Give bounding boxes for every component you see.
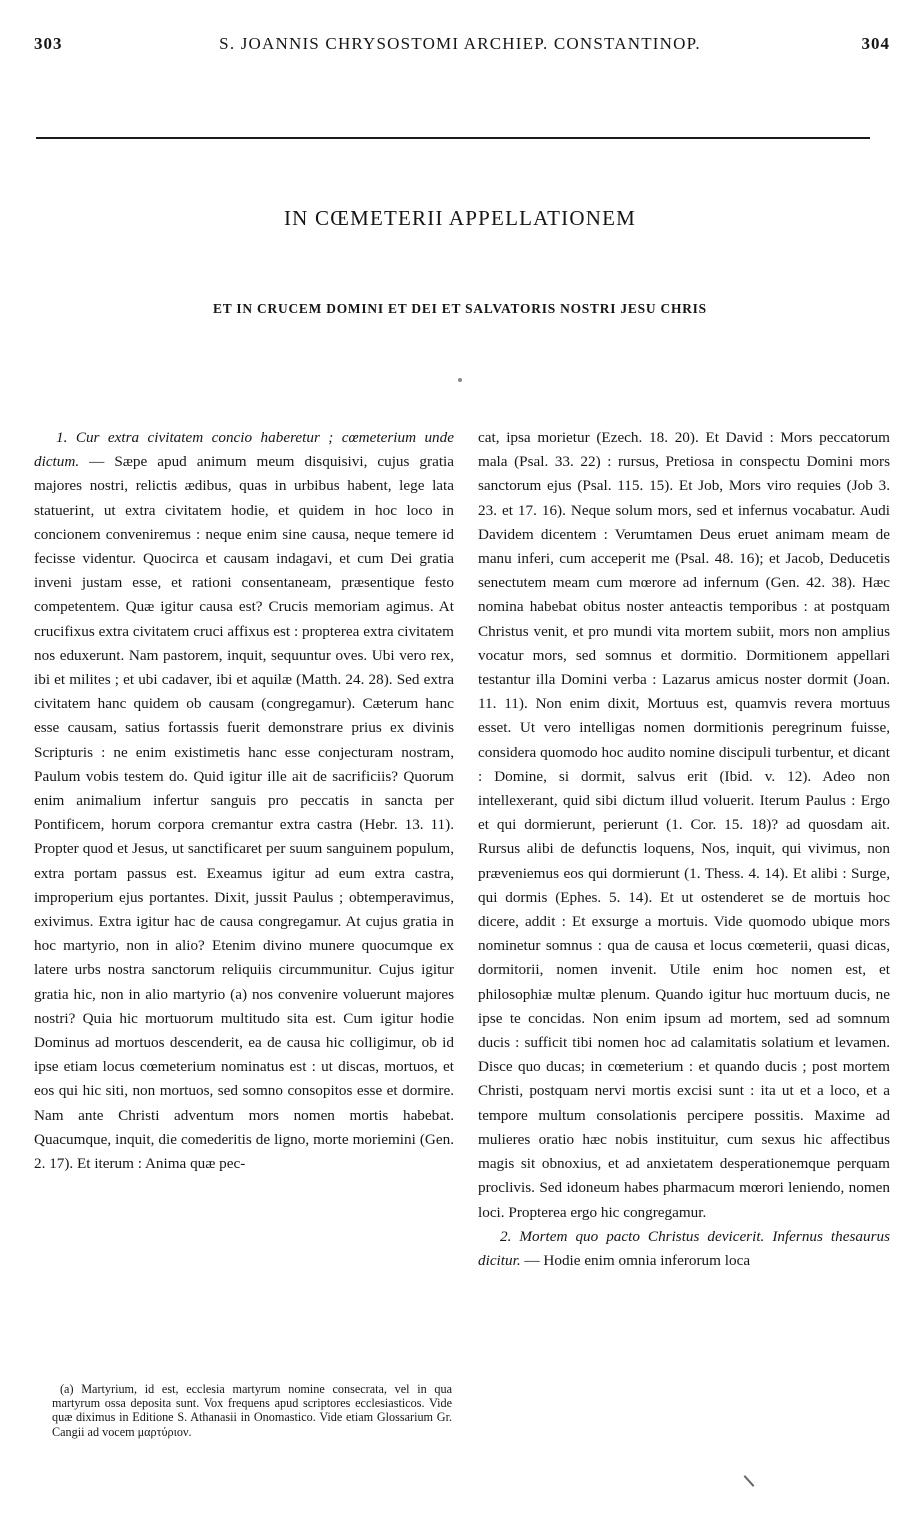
section-heading-2: 2. Mortem quo pacto Christus devicerit. Infernus thesaurus dicitur.	[478, 1227, 890, 1269]
separator-dot	[458, 378, 462, 382]
page-number-left: 303	[34, 34, 63, 53]
page-title: IN CŒMETERII APPELLATIONEM	[283, 206, 637, 230]
paragraph-1-continued: cat, ipsa morietur (Ezech. 18. 20). Et David : Mors peccatorum mala (Psal. 33. 22) : rursus, Pretiosa in conspectu Domini mors sanctorum ejus (Psal. 115. 15). Et Job, Mors viro requies (Job 3. 23. et 17. 16). Neque solum mors, sed et infernus vocabatur. Audi Davidem dicentem : Verumtamen Deus eruet animam meam de manu inferi, cum acceperit me (Psal. 48. 16); et Jacob, Deducetis senectutem meam cum mœrore ad infernum (Gen. 42. 38). Hæc nomina habebat obitus noster anteactis temporibus : at postquam Christus venit, et pro mundi vita mortem subiit, mors non amplius vocatur mors, sed somnus et dormitio. Dormitionem appellari testantur illa Domini verba : Lazarus amicus noster dormit (Joan. 11. 11). Non enim dixit, Mortuus est, quamvis revera mortuus esset. Ut vero intelligas nomen dormitionis peregrinum fuisse, considera quomodo hoc audito nomine discipuli turbentur, et dicant : Domine, si dormit, salvus erit (Ibid. v. 12). Adeo non intellexerant, quid sibi dictum illud voluerit. Iterum Paulus : Ergo et qui dormierunt, perierunt (1. Cor. 15. 18)? ad quosdam ait. Rursus alibi de defunctis loquens, Nos, inquit, qui vivimus, non præveniemus eos qui dormierunt (1. Thess. 4. 14). Et alibi : Surge, qui dormis (Ephes. 5. 14). Et ut ostenderet se de mortuis hoc dicere, addit : Et exsurge a mortuis. Vide quomodo ubique mors nominetur somnus : qua de causa et locus cœmeterii, quasi dicas, dormitorii, nomen invenit. Utile enim hoc nomen est, et philosophiæ multæ plenum. Quando igitur huc mortuum ducis, ne ipse te concidas. Non enim ipsum ad mortem, sed ad somnum ducis : sufficit tibi nomen hoc ad calamitatis solatium et levamen. Disce quo ducas; in cœmeterium : et quando ducis ; post mortem Christi, postquam nervi mortis excisi sunt : ita ut et a loco, et a tempore multum consolationis percipere possitis. Maxime ad mulieres oratio hæc nobis instituitur, cum sexus hic affectibus magis sit obnoxius, et ad anxietatem desperationemque perquam proclivis. Sed idoneum habes pharmacum mœrori leniendo, nomen loci. Propterea ergo hic congregamur.	[478, 429, 890, 1221]
paragraph-2	[478, 1225, 890, 1273]
right-column	[478, 426, 890, 1273]
paragraph-1	[34, 426, 454, 1176]
page-number-right: 304	[861, 34, 890, 53]
paragraph-1-body: — Sæpe apud animum meum disquisivi, cujus gratia majores nostri, relictis ædibus, quas in urbibus habent, lege lata statuerint, ut extra civitatem hodie, et quidem in hoc loco in concionem conveniremus : neque enim sine causa, neque temere id fecisse videntur. Quocirca et causam indagavi, et cum Dei gratia inveni justam esse, et rationi consentaneam, præsentique festo competentem. Quæ igitur causa est? Crucis memoriam agimus. At crucifixus extra civitatem cruci affixus est : propterea extra civitatem nos eduxerunt. Nam pastorem, inquit, sequuntur oves. Ubi vero rex, ibi et milites ; et ubi cadaver, ibi et aquilæ (Matth. 24. 28). Sed extra civitatem hanc quidem ob causam (congregamur). Cæterum hanc esse causam, satius fortassis fuerit demonstrare prius ex divinis Scripturis : ne enim existimetis hanc esse conjecturam nostram, Paulum vobis testem do. Quid igitur ille ait de sacrificiis? Quorum enim animalium infertur sanguis pro peccatis in sancta per Pontificem, horum corpora cremantur extra castra (Hebr. 13. 11). Propter quod et Jesus, ut sanctificaret per suum sanguinem populum, extra portam passus est. Exeamus igitur ad eum extra castra, improperium ejus portantes. Dixit, jussit Paulus ; obtemperavimus, exivimus. Extra igitur hac de causa congregamur. At cujus gratia in hoc martyrio, non in alio? Etenim divino munere quocumque ex latere urbs nostra sanctorum reliquiis circummunitur. Cujus igitur gratia hic, non in alio martyrio (a) nos convenire voluerunt majores nostri? Quia hic mortuorum multitudo sita est. Cum igitur hodie Dominus ad mortuos descenderit, ea de causa hic colligimur, ob id ipse etiam locus cœmeterium nominatus est : ut discas, mortuos, et eos qui hic siti, non mortuos, sed somno consopitos esse et dormire. Nam ante Christi adventum mors nomen mortis habebat. Quacumque, inquit, die comederitis de ligno, morte moriemini (Gen. 2. 17). Et iterum : Anima quæ pec-	[34, 453, 454, 1173]
section-heading-1: 1. Cur extra civitatem concio haberetur ; cœmeterium unde dictum.	[34, 429, 454, 471]
running-header: S. JOANNIS CHRYSOSTOMI ARCHIEP. CONSTANTINOP.	[219, 34, 701, 53]
print-mark	[744, 1475, 755, 1487]
paragraph-2-body: — Hodie enim omnia inferorum loca	[524, 1251, 751, 1269]
page-subtitle: ET IN CRUCEM DOMINI ET DEI ET SALVATORIS NOSTRI JESU CHRIS	[213, 301, 707, 316]
left-column	[34, 426, 454, 1176]
header-rule	[36, 137, 870, 139]
footnote: (a) Martyrium, id est, ecclesia martyrum nomine consecrata, vel in qua martyrum ossa deposita sunt. Vox frequens apud scriptores ecclesiasticos. Vide quæ diximus in Editione S. Athanasii in Onomastico. Vide etiam Glossarium Gr. Cangii ad vocem μαρτύριον.	[52, 1382, 452, 1439]
